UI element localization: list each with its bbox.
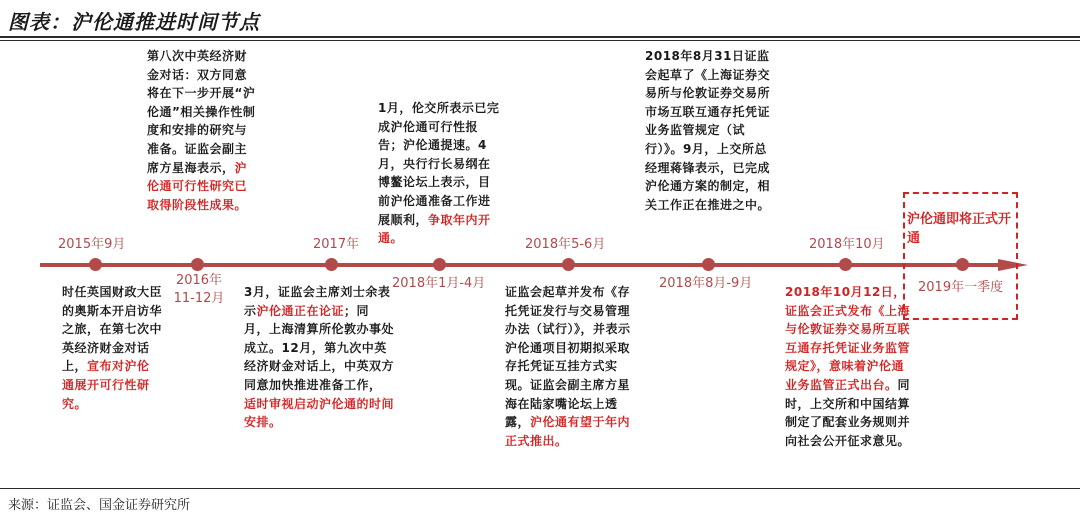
event-2018-08: [645, 47, 771, 214]
timeline-node-2017: [325, 258, 338, 271]
event-highlight: 沪伦通正在论证: [256, 303, 345, 318]
event-2016-11: [147, 47, 259, 214]
event-text: ；同月，上海清算所伦敦办事处成立。12月，第九次中英经济财金对话上，中英双方同意加快推进准备工作，: [244, 303, 395, 392]
event-text: 同时，上交所和中国结算制定了配套业务规则并向社会公开征求意见。: [785, 377, 911, 448]
event-2018-01: [378, 99, 502, 248]
date-label-2018-08: 2018年8月-9月: [659, 276, 753, 291]
date-label-2018-01: 2018年1月-4月: [392, 276, 486, 291]
event-highlight: 适时审视启动沪伦通的时间安排。: [244, 396, 395, 430]
event-highlight: 沪伦通有望于年内正式推出。: [505, 415, 631, 448]
event-text: 证监会起草并发布《存托凭证发行与交易管理办法（试行）》，并表示沪伦通项目初期拟采取存托凭证互挂方式实现。证监会副主席方星海在陆家嘴论坛上透露，: [505, 285, 631, 430]
event-2018-10: [785, 283, 913, 450]
event-2017: [244, 283, 394, 432]
page-title: 图表：沪伦通推进时间节点: [8, 10, 260, 34]
event-highlight: 宣布对沪伦通展开可行性研究。: [62, 359, 150, 411]
event-text: 1月，伦交所表示已完成沪伦通可行性报告；沪伦通提速。4月，央行行长易纲在博鳌论坛上表示，目前沪伦通准备工作进展顺利，: [378, 101, 500, 227]
date-label-2017: 2017年: [313, 237, 360, 252]
timeline-node-2016-11: [191, 258, 204, 271]
date-label-2019-q1: 2019年一季度: [918, 280, 1004, 295]
event-text: 时任英国财政大臣的奥斯本开启访华之旅，在第七次中英经济财金对话上，: [62, 285, 163, 374]
event-2018-05: [505, 283, 631, 450]
date-label-2016-11: 2016年11-12月: [173, 273, 225, 306]
timeline-node-2015-09: [89, 258, 102, 271]
source-note: 来源：证监会、国金证券研究所: [8, 498, 191, 513]
event-highlight: 沪伦通可行性研究已取得阶段性成果。: [147, 160, 248, 212]
event-highlight: 争取年内开通。: [378, 212, 491, 246]
title-rule-bottom: [0, 40, 1080, 41]
date-label-2015-09: 2015年9月: [58, 237, 126, 252]
event-text: 第八次中英经济财金对话：双方同意将在下一步开展“沪伦通”相关操作性制度和安排的研究与准备。证监会副主席方星海表示，: [147, 49, 256, 175]
footer-rule: [0, 488, 1080, 489]
event-text: 2018年8月31日证监会起草了《上海证券交易所与伦敦证券交易所市场互联互通存托凭证业务监管规定（试行）》。9月，上交所总经理蒋锋表示，已完成沪伦通方案的制定，相关工作正在推进之中。: [645, 49, 771, 212]
title-rule-top: [0, 36, 1080, 38]
event-2015-09: [62, 283, 162, 413]
timeline-node-2018-05: [562, 258, 575, 271]
date-label-2018-05: 2018年5-6月: [525, 237, 606, 252]
timeline-node-2018-08: [702, 258, 715, 271]
timeline-node-2018-01: [433, 258, 446, 271]
timeline-node-2018-10: [839, 258, 852, 271]
date-label-2018-10: 2018年10月: [809, 237, 885, 252]
event-text: 3月，证监会主席刘士余表示: [244, 285, 391, 318]
future-milestone-text: 沪伦通即将正式开通: [907, 212, 1012, 246]
event-highlight: 2018年10月12日，证监会正式发布《上海与伦敦证券交易所互联互通存托凭证业务监管规定》，意味着沪伦通业务监管正式出台。: [785, 285, 911, 392]
timeline-axis: [40, 263, 1000, 267]
